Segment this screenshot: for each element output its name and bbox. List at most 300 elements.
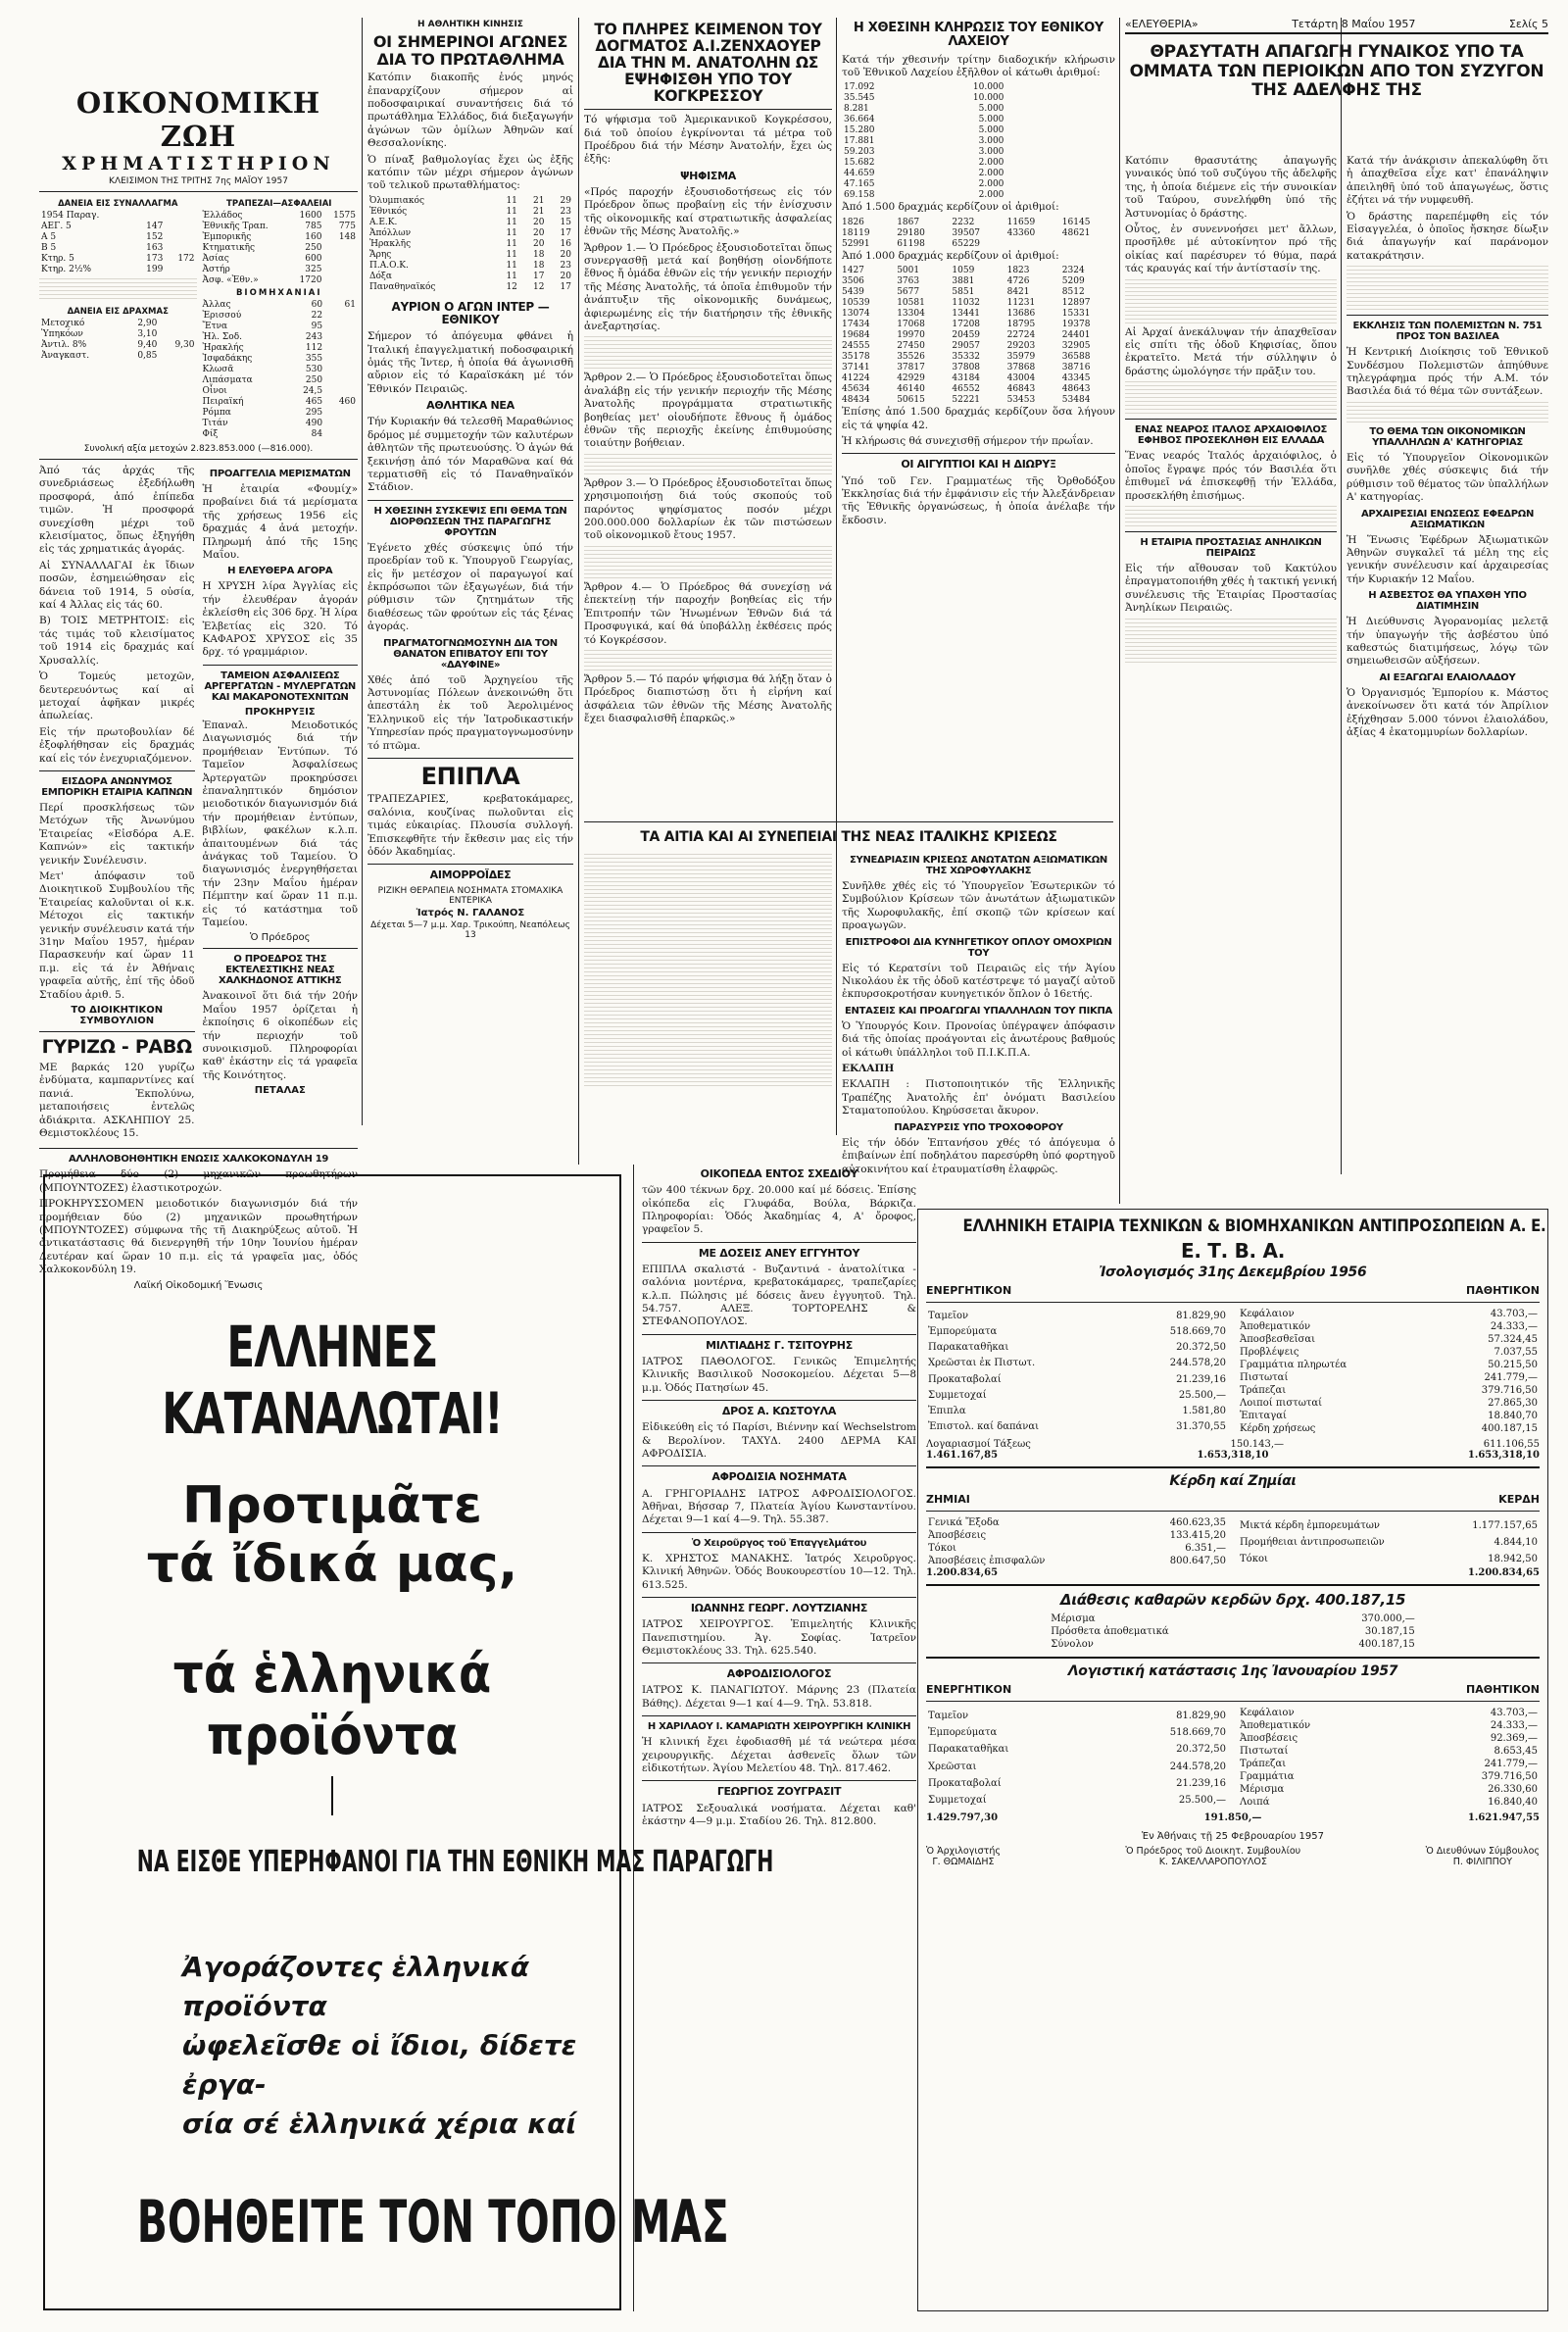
loss-row [926, 1516, 1228, 1529]
inter-match-text: Σήμερον τό ἀπόγευμα φθάνει ἡ Ἰταλική ἐπαγγελματική ποδοσφαιρική ὁμάς τῆς Ἰντερ, ἡ ὁποία θά ἀγωνισθῆ αὔριον εἰς τό Καραϊσκάκη μέ τόν Ἐθνικόν Πειραιῶς. [368, 330, 573, 395]
ad-prefer: Προτιμᾶτε [181, 1476, 483, 1535]
reserve-officers-heading: ΑΡΧΑΙΡΕΣΙΑΙ ΕΝΩΣΕΩΣ ΕΦΕΔΡΩΝ ΑΞΙΩΜΑΤΙΚΩΝ [1360, 508, 1535, 530]
bank-row [201, 243, 359, 254]
bank-row-cell [323, 243, 358, 254]
industry-row-cell [324, 429, 358, 440]
bank-row-cell [323, 275, 358, 286]
asset-row-cell: Ταμεῖον [928, 1310, 969, 1321]
lottery-number: 3763 [897, 276, 920, 287]
lottery-number: 46843 [1006, 384, 1036, 395]
liability-row-cell: 50.215,50 [1488, 1360, 1538, 1371]
lottery-number: 13074 [842, 309, 870, 320]
asset-row-cell: Παρακαταθῆκαι [928, 1342, 1009, 1354]
bank-row [201, 211, 359, 222]
community-text: Ἀνακοινοῖ ὅτι διά τήν 20ήν Μαΐου 1957 ὁρίζεται ἡ ἐκποίησις 6 οἰκοπέδων εἰς τήν περιοχήν τοῦ συνοικισμοῦ. Πληροφορίαι καθ' ἑκάστην εἰς τά γραφεῖα τῆς Κοινότητος. [202, 990, 358, 1081]
lottery-number: 53453 [1006, 395, 1036, 406]
lottery-row-cell: 35.545 [844, 93, 875, 104]
profit-row [1238, 1534, 1540, 1551]
net-profit-title: Διάθεσις καθαρῶν κερδῶν δρχ. 400.187,15 [1059, 1591, 1406, 1610]
lottery-number: 29180 [897, 227, 925, 238]
ad-headline: ΕΛΛΗΝΕΣ ΚΑΤΑΝΑΛΩΤΑΙ! [162, 1314, 503, 1447]
grand-total-assets: 1.653,318,10 [1197, 1450, 1269, 1462]
opening-asset-row-cell: Παρακαταθῆκαι [928, 1744, 1009, 1756]
industry-row [201, 354, 359, 365]
league-row-cell: 20 [532, 227, 545, 238]
profit-row-cell: 1.177.157,65 [1472, 1519, 1538, 1531]
industry-row-cell: Ἐρισσού [202, 311, 242, 321]
market-paragraph: Ἀπό τάς ἀρχάς τῆς συνεδριάσεως ἐξεδήλωθη προσφορά, ἀπό ἐπίπεδα τιμῶν. Ἡ προσφορά συνεχίσθη μέχρι τοῦ κλεισίματος, ὅπως ἐξηγήθη εἰς τάς χρηματικάς ἀγοράς. [39, 465, 195, 556]
loan-row-cell: 1954 Παραγ. [41, 211, 100, 221]
lottery-row [842, 190, 1005, 201]
lottery-number: 43345 [1061, 373, 1091, 384]
community-heading: Ο ΠΡΟΕΔΡΟΣ ΤΗΣ ΕΚΤΕΛΕΣΤΙΚΗΣ ΝΕΑΣ ΧΑΛΚΗΔΟΝΟΣ ΑΤΤΙΚΗΣ [219, 954, 342, 987]
abduction-headline: ΘΡΑΣΥΤΑΤΗ ΑΠΑΓΩΓΗ ΓΥΝΑΙΚΟΣ ΥΠΟ ΤΑ ΟΜΜΑΤΑ ΤΩΝ ΠΕΡΙΟΙΚΩΝ ΑΠΟ ΤΟΝ ΣΥΖΥΓΟΝ ΤΗΣ ΑΔΕΛΦΗΣ ΤΗΣ [1129, 42, 1544, 101]
league-row [368, 228, 573, 239]
opening-liability-row-cell: Μέρισμα [1240, 1784, 1285, 1796]
lottery-row-cell: 8.281 [844, 104, 869, 115]
italian-crisis-headline: ΤΑ ΑΙΤΙΑ ΚΑΙ ΑΙ ΣΥΝΕΠΕΙΑΙ ΤΗΣ ΝΕΑΣ ΙΤΑΛΙΚΗΣ ΚΡΙΣΕΩΣ [640, 829, 1057, 845]
industry-row-cell: 22 [311, 311, 323, 321]
opening-liabilities-table [1238, 1707, 1540, 1809]
loan-row-cell: ΑΕΓ. 5 [41, 222, 72, 231]
liability-row-cell: 57.324,45 [1488, 1334, 1538, 1346]
lottery-text: Ἀπό 1.500 δραχμάς κερδίζουν οἱ ἀριθμοί: [842, 201, 1059, 214]
gendarmerie-text: Συνῆλθε χθές εἰς τό Ὑπουργεῖον Ἐσωτερικῶν τό Συμβούλιον Κρίσεων τῶν ἀνωτάτων ἀξιωματικῶν τῆς Χωροφυλακῆς, ἐπί σκοπῷ τῶν κρίσεων καί προαγωγῶν. [842, 880, 1115, 932]
furniture-ad-heading: ΕΠΙΠΛΑ [420, 763, 520, 791]
profit-row-cell: 4.844,10 [1494, 1536, 1538, 1548]
league-row-cell: 23 [560, 260, 571, 271]
liability-row [1238, 1371, 1540, 1384]
asset-row-cell: 25.500,— [1178, 1389, 1226, 1401]
abduction-paragraph: Οὗτος, ἐν συνεννοήσει μετ' ἄλλων, προσῆλθε μέ αὐτοκίνητον πρό τῆς οἰκίας καί παρέσυρεν τό θύμα, παρά τάς κραυγάς καί τήν ἀντίστασίν της. [1125, 223, 1337, 275]
league-row-cell: 12 [506, 281, 517, 292]
loan-row-cell: 199 [146, 265, 164, 274]
industry-row [201, 375, 359, 386]
league-row-cell: 11 [506, 195, 517, 206]
loss-row [926, 1529, 1228, 1542]
bank-row-cell: Ἐμπορικῆς [202, 232, 252, 242]
opening-liability-row [1238, 1745, 1540, 1758]
liabilities-subtotal: 611.106,55 [1483, 1439, 1540, 1451]
industry-row-cell: Ἠλ. Σοδ. [202, 332, 242, 342]
ad-body-line: Ἀγοράζοντες ἑλληνικά προϊόντα [182, 1951, 529, 2022]
lottery-row [842, 136, 1005, 147]
opening-liability-row-cell: 43.703,— [1490, 1708, 1538, 1719]
profit-loss-title: Κέρδη καί Ζημίαι [1169, 1473, 1297, 1490]
opening-asset-row-cell: 21.239,16 [1176, 1777, 1226, 1789]
net-row-cell: 370.000,— [1361, 1613, 1415, 1624]
opening-liability-row-cell: Ἀποσβέσεις [1240, 1733, 1298, 1745]
industry-row-cell: 465 [305, 397, 323, 407]
lottery-row [842, 125, 1005, 136]
industry-row-cell: Οἶνοι [202, 386, 227, 396]
classified-heading: Η ΧΑΡΙΛΑΟΥ Ι. ΚΑΜΑΡΙΩΤΗ ΧΕΙΡΟΥΡΓΙΚΗ ΚΛΙΝΙΚΗ [647, 1721, 911, 1733]
net-row-cell: Σύνολον [1051, 1638, 1094, 1650]
lottery-number: 1823 [1006, 266, 1030, 276]
league-row-cell: 11 [506, 238, 517, 249]
asset-row [926, 1404, 1228, 1419]
finance-employees-text: Εἰς τό Ὑπουργεῖον Οἰκονομικῶν συνῆλθε χθές σύσκεψις διά τήν ρύθμισιν τοῦ θέματος τῶν ὑπαλλήλων Α' κατηγορίας. [1347, 451, 1548, 504]
market-paragraph: Αἱ ΣΥΝΑΛΛΑΓΑΙ ἐκ ἴδιων ποσῶν, ἐσημειώθησαν εἰς δάνεια τοῦ 1914, 5 οὐσία, καί 4 Ἀλλας εἰς τάς 60. [39, 559, 195, 612]
net-row-cell: Μέρισμα [1051, 1613, 1096, 1624]
opening-asset-row-cell: Χρεῶσται [928, 1761, 977, 1772]
asset-row-cell: Χρεῶσται ἐκ Πιστωτ. [928, 1358, 1036, 1369]
liability-row [1238, 1333, 1540, 1346]
industry-row [201, 365, 359, 375]
industry-row-cell: Ρόμπα [202, 408, 231, 418]
lottery-number: 45634 [842, 384, 870, 395]
lottery-number: 24555 [842, 341, 870, 352]
lottery-numbers-1000 [842, 266, 1115, 406]
asset-row [926, 1323, 1228, 1339]
tobacco-notice: Μετ' ἀπόφασιν τοῦ Διοικητικοῦ Συμβουλίου τῆς Ἐταιρείας καλοῦνται οἱ κ.κ. Μέτοχοι εἰς τακτικήν γενικήν συνέλευσιν κατά τήν 31ην Μαΐου 1957, ἡμέραν Παρασκευήν καί ὥραν 11 π.μ. εἰς τά ἐν Ἀθήναις γραφεῖα αὐτῆς, ἐπί τῆς ὁδοῦ Σταδίου ἀριθ. 5. [39, 869, 195, 1001]
doctor-address: Δέχεται 5—7 μ.μ. Χαρ. Τρικούπη, Νεαπόλεως 13 [370, 919, 570, 940]
financial-title: ΟΙΚΟΝΟΜΙΚΗ ΖΩΗ [75, 86, 321, 153]
doctrine-paragraph: «Πρός παροχήν ἐξουσιοδοτήσεως εἰς τόν Πρόεδρον ὅπως προβαίνῃ εἰς τήν ἐνίσχυσιν τῆς οἰκονομικῆς καί στρατιωτικῆς ἀσφαλείας ἐθνῶν τῆς Μέσης Ἀνατολῆς.» [584, 185, 832, 238]
place-date: Ἐν Ἀθήναις τῇ 25 Φεβρουαρίου 1957 [1142, 1831, 1324, 1843]
assets-heading: ΕΝΕΡΓΗΤΙΚΟΝ [926, 1284, 1012, 1298]
opening-asset-row [926, 1741, 1228, 1758]
pikpa-text: Ὁ Ὑπουργός Κοιν. Προνοίας ὑπέγραψεν ἀπόφασιν διά τῆς ὁποίας προάγονται εἰς ἀνωτέρους βαθμούς οἱ κάτωθι ὑπάλληλοι τοῦ Π.Ι.Κ.Π.Α. [842, 1019, 1115, 1059]
bank-row-cell: 775 [338, 222, 356, 231]
lottery-number: 52991 [842, 238, 870, 249]
lottery-number: 17434 [842, 320, 870, 330]
liability-row [1238, 1320, 1540, 1333]
classified-text: Κ. ΧΡΗΣΤΟΣ ΜΑΝΑΚΗΣ. Ἰατρός Χειροῦργος. Κλινική Ἀθηνῶν. Ὁδός Βουκουρεστίου 10—12. Τηλ. 613.525. [642, 1552, 916, 1591]
asset-row-cell: Προκαταβολαί [928, 1373, 1002, 1385]
net-row-cell: Πρόσθετα ἀποθεματικά [1051, 1625, 1169, 1637]
loan-row [39, 254, 197, 265]
sports-paragraph: Ὁ πίναξ βαθμολογίας ἔχει ὡς ἑξῆς κατόπιν τῶν μέχρι σήμερον ἀγώνων τοῦ τελικοῦ πρωταθλήματος: [368, 153, 573, 192]
opening-asset-row-cell: Ταμεῖον [928, 1710, 969, 1721]
market-paragraph: Ὁ Τομεύς μετοχῶν, δευτερευόντως καί αἰ μετοχαί ἀφῆκαν μικρές ἀπωλείας. [39, 670, 195, 722]
league-row-cell: Ἐθνικός [369, 206, 408, 217]
lottery-number: 29203 [1006, 341, 1036, 352]
industry-row-cell: 530 [305, 365, 323, 374]
lottery-number: 11231 [1006, 298, 1036, 309]
opening-assets-table [926, 1707, 1228, 1809]
order-accounts-label: Λογαριασμοί Τάξεως [926, 1439, 1031, 1451]
loss-row-cell: 800.647,50 [1169, 1556, 1226, 1567]
lottery-number: 52221 [952, 395, 981, 406]
lottery-number: 29057 [952, 341, 981, 352]
lottery-number: 35178 [842, 352, 870, 363]
drachma-row-cell: Ὑπηκόων [41, 329, 83, 339]
loss-row-cell: 133.415,20 [1169, 1530, 1226, 1542]
liability-row [1238, 1308, 1540, 1320]
league-row-cell: 17 [560, 281, 571, 292]
company-abbr: Ε. Τ. Β. Α. [1180, 1238, 1285, 1263]
league-row-cell: 17 [560, 227, 571, 238]
drachma-row-cell: Μετοχικό [41, 319, 85, 328]
classified-text: ΙΑΤΡΟΣ ΠΑΘΟΛΟΓΟΣ. Γενικῶς Ἐπιμελητής Κλινικῆς Βασιλικοῦ Νοσοκομείου. Δέχεται 5—8 μ.μ. Ὁδός Πατησίων 45. [642, 1355, 916, 1394]
loan-row [39, 222, 197, 232]
assets-table [926, 1308, 1228, 1435]
assets-total: 1.461.167,85 [926, 1450, 999, 1462]
opening-liability-row [1238, 1783, 1540, 1796]
drachma-row-cell [159, 351, 196, 362]
industry-table [201, 300, 359, 440]
lottery-text: Ἡ κλήρωσις θά συνεχισθῇ σήμερον τήν πρωΐαν. [842, 435, 1094, 448]
lottery-number: 17208 [952, 320, 981, 330]
lottery-number: 36588 [1061, 352, 1091, 363]
loss-row [926, 1555, 1228, 1567]
lottery-number: 48434 [842, 395, 870, 406]
lottery-row-cell: 15.280 [844, 125, 875, 136]
lottery-number: 10539 [842, 298, 870, 309]
asset-row-cell: 81.829,90 [1176, 1310, 1226, 1321]
league-row-cell: 11 [506, 217, 517, 227]
classified-heading: ΜΕ ΔΟΣΕΙΣ ΑΝΕΥ ΕΓΓΥΗΤΟΥ [698, 1246, 860, 1260]
autopsy-text: Χθές ἀπό τοῦ Ἀρχηγείου τῆς Ἀστυνομίας Πόλεων ἀνεκοινώθη ὅτι ἀπεστάλη ἐκ τοῦ Ἀερολιμένος Ἑλληνικοῦ εἰς τήν Ἰατροδικαστικήν Ὑπηρεσίαν πρός πραγματογνωμοσύνην τό πτῶμα. [368, 673, 573, 752]
opening-asset-row-cell: 244.578,20 [1169, 1761, 1226, 1772]
lottery-row-cell: 2.000 [978, 169, 1004, 179]
drachma-row-cell: 0,85 [137, 351, 158, 361]
egypt-heading: ΟΙ ΑΙΓΥΠΤΙΟΙ ΚΑΙ Η ΔΙΩΡΥΞ [901, 458, 1056, 471]
lottery-row-cell: 17.881 [844, 136, 875, 147]
stock-exchange-title: ΧΡΗΜΑΤΙΣΤΗΡΙΟΝ [62, 153, 335, 174]
league-row [368, 261, 573, 272]
liability-row-cell: 7.037,55 [1494, 1347, 1538, 1359]
league-row-cell: Π.Α.Ο.Κ. [369, 260, 409, 271]
league-row-cell: 17 [532, 271, 545, 281]
ad-body-line: ὠφελεῖσθε οἱ ἴδιοι, δίδετε ἐργα- [182, 2029, 577, 2101]
lottery-number: 2232 [952, 217, 975, 227]
lottery-number: 37817 [897, 363, 925, 373]
doctor-name: Ἰατρός Ν. ΓΑΛΑΝΟΣ [416, 907, 525, 918]
signature-role: Ὁ Πρόεδρος τοῦ Διοικητ. Συμβουλίου [1125, 1846, 1301, 1858]
tender-label: ΠΡΟΚΗΡΥΞΙΣ [244, 706, 316, 718]
opening-liability-row-cell: Λοιπά [1240, 1797, 1270, 1809]
ad-help-country: ΒΟΗΘΕΙΤΕ ΤΟΝ ΤΟΠΟ ΜΑΣ [136, 2188, 729, 2257]
hunting-gun-heading: ΕΠΙΣΤΡΟΦΟΙ ΔΙΑ ΚΥΝΗΓΕΤΙΚΟΥ ΟΠΛΟΥ ΟΜΟΧΡΙΩΝ ΤΟΥ [845, 936, 1112, 959]
industry-row-cell [324, 419, 358, 429]
col5-left [1125, 155, 1337, 1194]
lottery-number: 37868 [1006, 363, 1036, 373]
industry-row [201, 408, 359, 419]
bank-row-cell: Ἐθνικῆς Τραπ. [202, 222, 269, 231]
league-row-cell: 20 [560, 271, 571, 281]
bakers-fund-heading: ΤΑΜΕΙΟΝ ΑΣΦΑΛΙΣΕΩΣ ΑΡΓΕΡΓΑΤΩΝ - ΜΥΛΕΡΓΑΤΩΝ ΚΑΙ ΜΑΚΑΡΟΝΟΤΕΧΝΙΤΩΝ [204, 670, 356, 703]
industry-row-cell [324, 365, 358, 375]
classified-text: τῶν 400 τέκνων δρχ. 20.000 καί μέ δόσεις. Ἐπίσης οἰκόπεδα εἰς Γλυφάδα, Βούλα, Βάρκιζα. Πληροφορίαι: Ὁδός Ἀκαδημίας 4, Α' ὄροφος, γραφεῖον 5. [642, 1184, 916, 1236]
lottery-number: 11659 [1006, 217, 1036, 227]
opening-liability-row-cell: 379.716,50 [1481, 1771, 1538, 1783]
sports-news-text: Τήν Κυριακήν θά τελεσθῆ Μαραθώνιος δρόμος μέ συμμετοχήν τῶν καλυτέρων ἀθλητῶν τῆς πρωτευούσης. Ὁ ἀγών θά ξεκινήσῃ ἀπό τόν Μαραθῶνα καί θά τερματισθῆ εἰς τό Παναθηναϊκόν Στάδιον. [368, 416, 573, 494]
company-name: ΕΛΛΗΝΙΚΗ ΕΤΑΙΡΙΑ ΤΕΧΝΙΚΩΝ & ΒΙΟΜΗΧΑΝΙΚΩΝ ΑΝΤΙΠΡΟΣΩΠΕΙΩΝ Α. Ε. [962, 1216, 1546, 1236]
lottery-number: 38716 [1061, 363, 1091, 373]
lottery-number: 53484 [1061, 395, 1091, 406]
lottery-number: 13686 [1006, 309, 1036, 320]
column-rule [578, 18, 579, 1165]
doctrine-article [584, 18, 832, 821]
lottery-text: Ἀπό 1.000 δραχμάς κερδίζουν οἱ ἀριθμοί: [842, 249, 1059, 262]
league-row-cell: Ὀλυμπιακός [369, 195, 425, 206]
classified-heading: ΑΦΡΟΔΙΣΙΟΛΟΓΟΣ [726, 1667, 832, 1681]
italian-boy-text: Ἕνας νεαρός Ἰταλός ἀρχαιόφιλος, ὁ ὁποῖος ἔγραψε πρός τόν Βασιλέα ὅτι ἐπιθυμεῖ νά ἐπισκεφθῇ τήν Ἑλλάδα, προσεκλήθη ἐπισήμως. [1125, 450, 1337, 502]
accident-heading: ΠΑΡΑΣΥΡΣΙΣ ΥΠΟ ΤΡΟΧΟΦΟΡΟΥ [894, 1121, 1063, 1133]
liability-row-cell: Λοιποί πιστωταί [1240, 1398, 1323, 1410]
opening-asset-row-cell: Προκαταβολαί [928, 1777, 1002, 1789]
tender-text: Ἐπαναλ. Μειοδοτικός Διαγωνισμός διά τήν προμήθειαν Ἐντύπων. Τό Ταμεῖον Ἀσφαλίσεως Ἀρτεργατῶν προκηρύσσει ἐπαναληπτικόν δημόσιον μειοδοτικόν διαγωνισμόν διά τήν προμήθειαν ἐντύπων, βιβλίων, φακέλων κ.λ.π. ἀπαιτουμένων διά τάς ἀνάγκας τοῦ Ταμείου. Ὁ διαγωνισμός ἐνεργηθήσεται τήν 23ην Μαΐου ἡμέραν Πέμπτην καί ὥραν 11 π.μ. εἰς τό κατάστημα τοῦ Ταμείου. [202, 719, 358, 928]
opening-assets-heading: ΕΝΕΡΓΗΤΙΚΟΝ [926, 1683, 1012, 1697]
abduction-paragraph: Κατόπιν θρασυτάτης ἀπαγωγῆς γυναικός ὑπό τοῦ συζύγου τῆς ἀδελφῆς της, ἡ ὁποία διέμενε εἰς τήν συνοικίαν τοῦ Ταύρου, συνελήφθη ὑπό τῆς Ἀστυνομίας ὁ δράστης. [1125, 155, 1337, 220]
veterans-heading: ΕΚΚΛΗΣΙΣ ΤΩΝ ΠΟΛΕΜΙΣΤΩΝ Ν. 751 ΠΡΟΣ ΤΟΝ ΒΑΣΙΛΕΑ [1352, 321, 1543, 343]
opening-liabilities-heading: ΠΑΘΗΤΙΚΟΝ [1466, 1683, 1540, 1697]
liability-row [1238, 1410, 1540, 1422]
lottery-row-cell: 59.203 [844, 147, 875, 158]
egypt-text: Ὑπό τοῦ Γεν. Γραμματέως τῆς Ὀρθοδόξου Ἐκκλησίας διά τήν ἐμφάνισιν εἰς τήν Ἀλεξάνδρειαν τῆς Ἐθνικῆς ὀργανώσεως, ἡ ὁποία ἀνέλαβε τήν ἔκδοσιν. [842, 474, 1115, 526]
industry-row-cell: 295 [305, 408, 323, 418]
industry-row-cell: 250 [305, 375, 323, 385]
league-row [368, 207, 573, 218]
classified-text: Ἡ κλινική ἔχει ἐφοδιασθῆ μέ τά νεώτερα μέσα χειρουργικῆς. Δέχεται ἀσθενεῖς ὅλων τῶν εἰδικοτήτων. Ἁγίου Μελετίου 48. Τηλ. 817.462. [642, 1736, 916, 1775]
league-row-cell: 11 [506, 260, 517, 271]
banks-heading: ΤΡΑΠΕΖΑΙ—ΑΣΦΑΛΕΙΑΙ [226, 199, 332, 209]
ad-our-own: τά ἴδικά μας, [146, 1535, 518, 1594]
lost-heading: ΕΚΛΑΠΗ [842, 1063, 895, 1075]
lottery-number: 61198 [897, 238, 925, 249]
lottery-number: 35979 [1006, 352, 1036, 363]
lime-text: Ἡ Διεύθυνσις Ἀγορανομίας μελετᾷ τήν ὑπαγωγήν τῆς ἀσβέστου ὑπό καθεστώς διατιμήσεως, λόγῳ τῶν σημειωθεισῶν αὐξήσεων. [1347, 616, 1548, 668]
lottery-number: 22724 [1006, 330, 1036, 341]
league-row-cell: Ἠρακλῆς [369, 238, 412, 249]
league-row-cell: Α.Ε.Κ. [369, 217, 398, 227]
industry-row-cell: Πειραϊκή [202, 397, 244, 407]
lottery-number: 19970 [897, 330, 925, 341]
lottery-number: 32905 [1061, 341, 1091, 352]
lottery-row-cell: 2.000 [978, 179, 1004, 190]
lottery-number: 46140 [897, 384, 925, 395]
opening-liability-row-cell: 26.330,60 [1488, 1784, 1538, 1796]
asset-row-cell: Ἐμπορεύματα [928, 1325, 998, 1337]
loss-row-cell: 460.623,35 [1169, 1517, 1226, 1529]
balance-sheet [917, 1209, 1548, 2311]
industry-row-cell: Λιπάσματα [202, 375, 253, 385]
column-rule [1341, 18, 1342, 1174]
loan-row-cell: 152 [146, 232, 164, 242]
industry-row-cell: Ἠρακλής [202, 343, 244, 353]
opening-liability-row-cell: 8.653,45 [1494, 1746, 1538, 1758]
doctrine-paragraph: Ἄρθρον 1.— Ὁ Πρόεδρος ἐξουσιοδοτεῖται ὅπως συνεργασθῇ μετά καί βοηθήσῃ οἱονδήποτε ἔθνος ἤ ὁμάδα ἐθνῶν εἰς τήν γενικήν περιοχήν τῆς Μέσης Ἀνατολῆς, τά ὁποῖα ἐπιθυμοῦν τήν ἀνάπτυξιν τῆς οἰκονομικῆς δυνάμεως, ἀφιερωμένης εἰς τήν διατήρησιν τῆς ἐθνικῆς ἀνεξαρτησίας. [584, 241, 832, 333]
signature-role: Ὁ Ἀρχιλογιστής [926, 1846, 1001, 1858]
loss-row-cell: Γενικά Ἔξοδα [928, 1517, 1000, 1529]
lime-heading: Η ΑΣΒΕΣΤΟΣ ΘΑ ΥΠΑΧΘΗ ΥΠΟ ΔΙΑΤΙΜΗΣΙΝ [1368, 590, 1527, 613]
lottery-row [842, 82, 1005, 93]
asset-row [926, 1371, 1228, 1387]
asset-row [926, 1387, 1228, 1403]
lottery-number: 39507 [952, 227, 981, 238]
liability-row-cell: Πιστωταί [1240, 1372, 1289, 1384]
industry-row-cell [324, 408, 358, 419]
lottery-row [842, 93, 1005, 104]
industry-row-cell: 24,5 [303, 386, 323, 396]
sports-news-heading: ΑΘΛΗΤΙΚΑ ΝΕΑ [426, 399, 514, 413]
lottery-number: 13304 [897, 309, 925, 320]
asset-row-cell: Ἐπιστολ. καί δαπάναι [928, 1421, 1040, 1433]
signature-name: Κ. ΣΑΚΕΛΛΑΡΟΠΟΥΛΟΣ [1158, 1857, 1267, 1868]
lottery-headline: Η ΧΘΕΣΙΝΗ ΚΛΗΡΩΣΙΣ ΤΟΥ ΕΘΝΙΚΟΥ ΛΑΧΕΙΟΥ [853, 21, 1104, 50]
buy-greek-ad [43, 1174, 774, 2310]
league-row-cell: 16 [560, 238, 571, 249]
lottery-number: 12897 [1061, 298, 1091, 309]
coop-text: Προμήθεια δύο (2) μηχανικῶν προωθητήρων (ΜΠΟΥΝΤΟΖΕΣ) ἐλαστικοτροχών. [39, 1168, 358, 1194]
lottery-number: 10581 [897, 298, 925, 309]
liability-row-cell: 241.779,— [1484, 1372, 1538, 1384]
liabilities-heading: ΠΑΘΗΤΙΚΟΝ [1466, 1284, 1540, 1298]
loans-table [39, 211, 197, 275]
profit-row-cell: Μικτά κέρδη ἐμπορευμάτων [1240, 1519, 1380, 1531]
league-row-cell: 21 [532, 206, 545, 217]
pikpa-heading: ΕΝΤΑΣΕΙΣ ΚΑΙ ΠΡΟΑΓΩΓΑΙ ΥΠΑΛΛΗΛΩΝ ΤΟΥ ΠΙΚΠΑ [845, 1005, 1112, 1017]
lottery-row-cell: 2.000 [978, 190, 1004, 201]
opening-asset-row [926, 1707, 1228, 1723]
loan-row-cell: Κτηρ. 5 [41, 254, 74, 264]
lottery-row [842, 169, 1005, 179]
liability-row-cell: Ἀποθεματικόν [1240, 1321, 1311, 1333]
opening-asset-row [926, 1775, 1228, 1792]
industry-row-cell: Τιτάν [202, 419, 228, 428]
ad-body-line: σία σέ ἑλληνικά χέρια καί [182, 2108, 577, 2140]
drachma-row [39, 329, 197, 340]
league-table [368, 196, 573, 293]
drachma-row-cell [159, 329, 196, 340]
market-paragraph: Εἰς τήν πρωτοβουλίαν δέ ἐξοφλήθησαν εἰς δραχμάς καί εἰς τόν ἐνεχυριαζόμενον. [39, 725, 195, 765]
losses-table [926, 1516, 1228, 1567]
drachma-row-cell: 9,30 [174, 340, 195, 350]
lottery-number: 11032 [952, 298, 981, 309]
abduction-headline-block [1125, 39, 1548, 105]
lottery-row [842, 147, 1005, 158]
lottery-section [842, 18, 1115, 821]
classified-text: Α. ΓΡΗΓΟΡΙΑΔΗΣ ΙΑΤΡΟΣ ΑΦΡΟΔΙΣΙΟΛΟΓΟΣ. Ἀθῆναι, Βήσσαρ 7, Πλατεία Ἁγίου Κωνσταντίνου. Δέχεται 9—1 καί 4—9. Τηλ. 55.387. [642, 1487, 916, 1526]
loan-row [39, 211, 197, 222]
lottery-number: 27450 [897, 341, 925, 352]
loss-row-cell: Ἀποσβέσεις ἐπισφαλῶν [928, 1556, 1046, 1567]
free-market-heading: Η ΕΛΕΥΘΕΡΑ ΑΓΟΡΑ [227, 566, 333, 577]
lottery-number: 5677 [897, 287, 920, 298]
league-row-cell: 15 [560, 217, 571, 227]
opening-liability-row-cell: 24.333,— [1490, 1720, 1538, 1732]
doctrine-paragraph: Ἄρθρον 4.— Ὁ Πρόεδρος θά συνεχίσῃ νά ἐπεκτείνῃ τήν παροχήν βοηθείας εἰς τήν Ἐπιτροπήν τῶν Ἡνωμένων Ἐθνῶν διά τά Προσφυγικά, καί θά ὑποβάλλῃ ἐκθέσεις πρός τό Κογκρέσσον. [584, 580, 832, 646]
industry-heading: ΒΙΟΜΗΧΑΝΙΑΙ [235, 288, 322, 298]
grand-total-liabilities: 1.653,318,10 [1467, 1450, 1540, 1462]
issue-date: Τετάρτη 8 Μαΐου 1957 [1292, 18, 1416, 30]
net-row [1049, 1638, 1417, 1651]
furniture-ad-text: ΤΡΑΠΕΖΑΡΙΕΣ, κρεβατοκάμαρες, σαλόνια, κουζίνας πωλοῦνται εἰς τιμάς εὐκαιρίας. Πλουσία συλλογή. Ἐπισκεφθῆτε τήν ἔκθεσιν μας εἰς τήν ὁδόν Ἀκαδημίας. [368, 793, 573, 859]
hunting-gun-text: Εἰς τό Κερατσίνι τοῦ Πειραιῶς εἰς τήν Ἀγίου Νικολάου ἐκ τῆς ὁδοῦ κατέστρεψε τό μαγαζί αὐτοῦ ἐκπυρσοκροτήσαν κυνηγετικόν ὅπλον ὁ 16ετής. [842, 962, 1115, 1001]
liability-row [1238, 1397, 1540, 1410]
lottery-number: 20459 [952, 330, 981, 341]
bank-row-cell: 325 [305, 265, 322, 274]
inter-match-heading: ΑΥΡΙΟΝ Ο ΑΓΩΝ ΙΝΤΕΡ — ΕΘΝΙΚΟΥ [391, 299, 550, 327]
league-row [368, 282, 573, 293]
total-value: Συνολική αξία μετοχών 2.823.853.000 (—816.000). [83, 444, 314, 454]
classified-heading: ΙΩΑΝΝΗΣ ΓΕΩΡΓ. ΛΟΥΤΖΙΑΝΗΣ [690, 1602, 868, 1614]
opening-total: 1.429.797,30 [926, 1812, 999, 1824]
asset-row [926, 1356, 1228, 1371]
tobacco-notice: Περί προσκλήσεως τῶν Μετόχων τῆς Ἀνωνύμου Ἐταιρείας «Εἰσδόρα Α.Ε. Καπνών» εἰς τακτικήν γενικήν Συνέλευσιν. [39, 801, 195, 867]
bank-row-cell: 148 [338, 232, 356, 242]
loss-row-cell: Τόκοι [928, 1543, 956, 1555]
drachma-row [39, 340, 197, 351]
asset-row-cell: 244.578,20 [1169, 1358, 1226, 1369]
column-rule [1119, 18, 1120, 1204]
drachma-row-cell [159, 319, 196, 329]
league-row-cell: 11 [506, 249, 517, 260]
loss-row [926, 1542, 1228, 1555]
lottery-row-cell: 47.165 [844, 179, 875, 190]
